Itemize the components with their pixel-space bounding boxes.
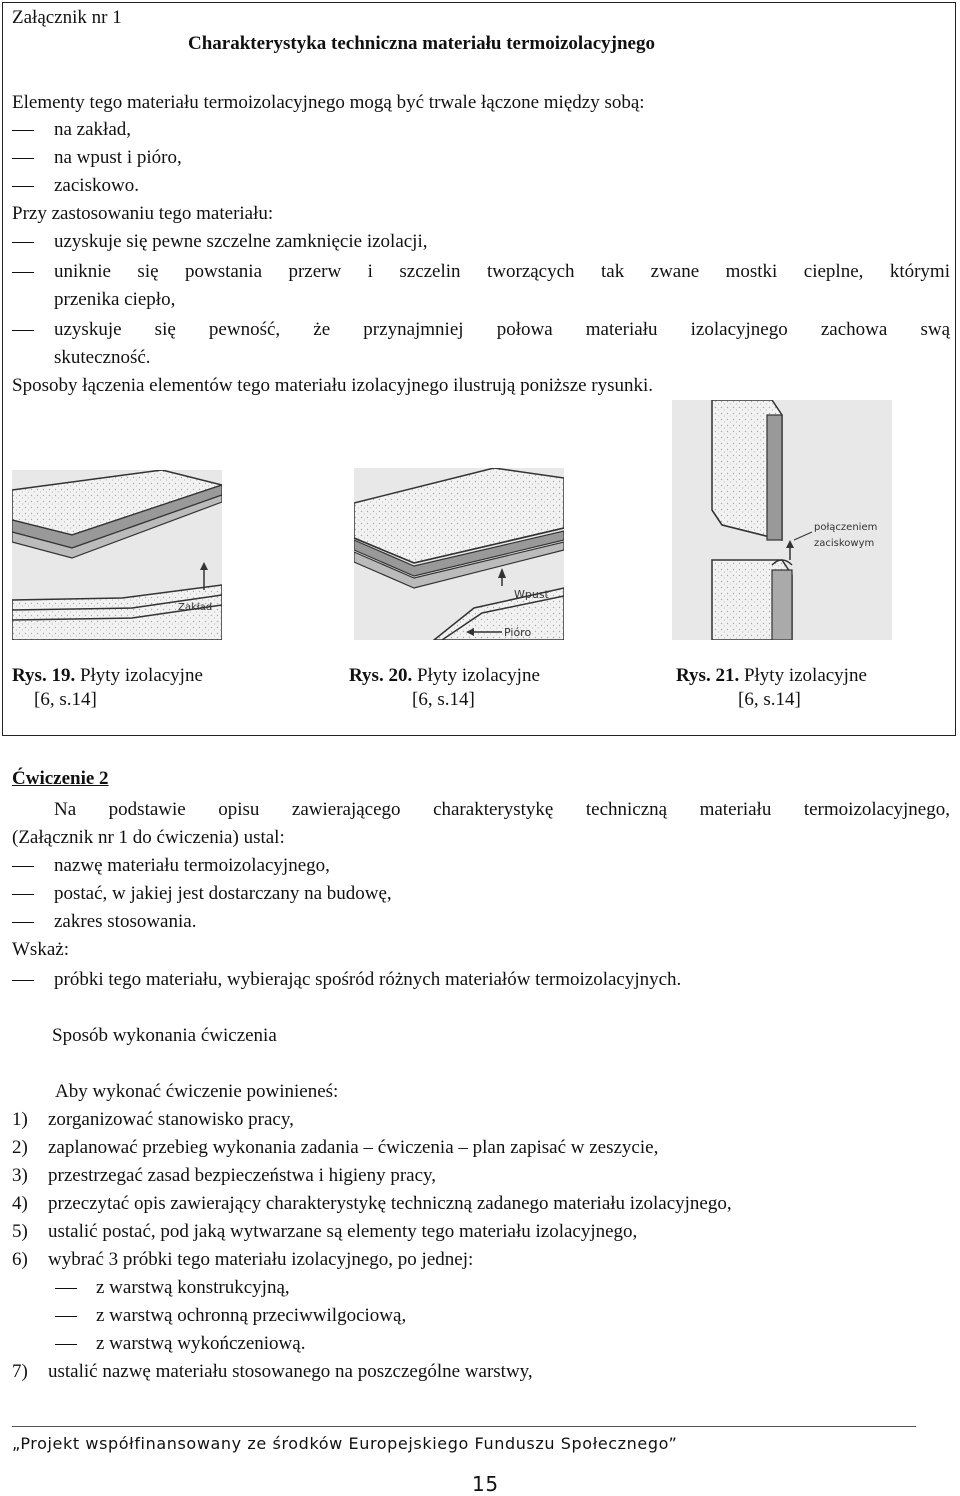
figure-21-image — [672, 400, 892, 640]
methods-text: Sposoby łączenia elementów tego materiału izolacyjnego ilustrują poniższe rysunki. — [12, 375, 654, 396]
figure-19-label: Zakład — [178, 602, 213, 613]
step-text: wybrać 3 próbki tego materiału izolacyjnego, po jednej: — [48, 1249, 474, 1270]
step-number: 2) — [12, 1137, 28, 1158]
indicate-label: Wskaż: — [12, 939, 69, 960]
dash-icon — [12, 980, 34, 981]
dash-icon — [12, 330, 34, 331]
dash-icon — [12, 272, 34, 273]
annex-label: Załącznik nr 1 — [12, 7, 122, 28]
figure-21-number: Rys. 21. — [676, 665, 740, 686]
annex-title: Charakterystyka techniczna materiału termoizolacyjnego — [188, 33, 655, 54]
method-heading: Sposób wykonania ćwiczenia — [52, 1025, 277, 1046]
figure-20-desc: Płyty izolacyjne — [412, 665, 540, 686]
figure-21-label-a: połączeniem — [814, 522, 878, 533]
benefit-item-cont: skuteczność. — [54, 347, 151, 368]
step-text: zaplanować przebieg wykonania zadania – ćwiczenia – plan zapisać w zeszycie, — [48, 1137, 659, 1158]
dash-icon — [55, 1316, 77, 1317]
annex-intro: Elementy tego materiału termoizolacyjnego mogą być trwale łączone między sobą: — [12, 92, 645, 113]
figure-20-number: Rys. 20. — [349, 665, 413, 686]
figure-19-image — [12, 470, 222, 640]
benefits-intro: Przy zastosowaniu tego materiału: — [12, 203, 274, 224]
page-number: 15 — [472, 1472, 499, 1496]
figure-19-desc: Płyty izolacyjne — [75, 665, 203, 686]
exercise-intro-cont: (Załącznik nr 1 do ćwiczenia) ustal: — [12, 827, 285, 848]
exercise-intro: Na podstawie opisu zawierającego charakterystykę techniczną materiału termoizolacyjnego, — [54, 799, 950, 820]
figure-21-caption — [676, 664, 867, 688]
join-item: na zakład, — [54, 119, 132, 140]
step-text: zorganizować stanowisko pracy, — [48, 1109, 294, 1130]
dash-icon — [12, 158, 34, 159]
figure-19-caption — [12, 664, 203, 688]
footer-text: „Projekt współfinansowany ze środków Europejskiego Funduszu Społecznego” — [12, 1434, 678, 1453]
exercise-item: nazwę materiału termoizolacyjnego, — [54, 855, 330, 876]
exercise-item: zakres stosowania. — [54, 911, 197, 932]
figure-20-image — [354, 468, 564, 640]
step-number: 5) — [12, 1221, 28, 1242]
figure-19-ref: [6, s.14] — [34, 689, 97, 710]
step-text: ustalić postać, pod jaką wytwarzane są elementy tego materiału izolacyjnego, — [48, 1221, 638, 1242]
exercise-item: postać, w jakiej jest dostarczany na budowę, — [54, 883, 392, 904]
benefit-item: uniknie się powstania przerw i szczelin tworzących tak zwane mostki cieplne, którymi — [54, 261, 950, 282]
figure-20-label-b: Pióro — [504, 626, 532, 639]
dash-icon — [12, 894, 34, 895]
sub-step: z warstwą konstrukcyjną, — [96, 1277, 290, 1298]
steps-intro: Aby wykonać ćwiczenie powinieneś: — [55, 1081, 339, 1102]
dash-icon — [12, 130, 34, 131]
figure-20-label-a: Wpust — [514, 588, 549, 601]
footer-divider — [12, 1426, 916, 1427]
join-item: na wpust i pióro, — [54, 147, 182, 168]
benefit-item-cont: przenika ciepło, — [54, 289, 176, 310]
dash-icon — [55, 1344, 77, 1345]
step-number: 6) — [12, 1249, 28, 1270]
figure-21-ref: [6, s.14] — [738, 689, 801, 710]
join-item: zaciskowo. — [54, 175, 139, 196]
figure-21-desc: Płyty izolacyjne — [739, 665, 867, 686]
dash-icon — [12, 242, 34, 243]
sub-step: z warstwą wykończeniową. — [96, 1333, 306, 1354]
sub-step: z warstwą ochronną przeciwwilgociową, — [96, 1305, 407, 1326]
step-number: 1) — [12, 1109, 28, 1130]
benefit-item: uzyskuje się pewne szczelne zamknięcie izolacji, — [54, 231, 428, 252]
dash-icon — [12, 186, 34, 187]
benefit-item: uzyskuje się pewność, że przynajmniej połowa materiału izolacyjnego zachowa swą — [54, 319, 950, 340]
step-text: przestrzegać zasad bezpieczeństwa i higieny pracy, — [48, 1165, 437, 1186]
step-text: ustalić nazwę materiału stosowanego na poszczególne warstwy, — [48, 1361, 533, 1382]
exercise-heading: Ćwiczenie 2 — [12, 768, 109, 789]
figure-20-ref: [6, s.14] — [412, 689, 475, 710]
dash-icon — [12, 922, 34, 923]
indicate-item: próbki tego materiału, wybierając spośród różnych materiałów termoizolacyjnych. — [54, 969, 682, 990]
step-number: 7) — [12, 1361, 28, 1382]
figure-21-label-b: zaciskowym — [814, 538, 875, 549]
dash-icon — [12, 866, 34, 867]
dash-icon — [55, 1288, 77, 1289]
figure-20-caption — [349, 664, 540, 688]
step-number: 3) — [12, 1165, 28, 1186]
figure-19-number: Rys. 19. — [12, 665, 76, 686]
step-text: przeczytać opis zawierający charakterystykę techniczną zadanego materiału izolacyjnego, — [48, 1193, 732, 1214]
step-number: 4) — [12, 1193, 28, 1214]
